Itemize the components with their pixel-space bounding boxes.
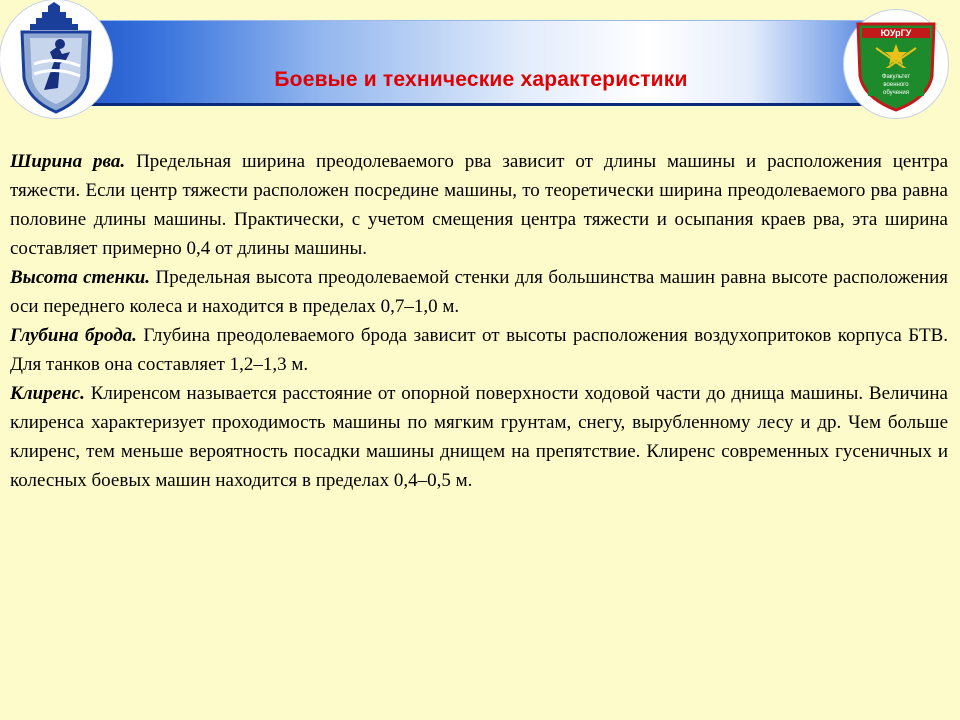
svg-text:обучения: обучения <box>882 90 910 96</box>
svg-text:военного: военного <box>883 82 909 88</box>
paragraph-text: Глубина преодолеваемого брода зависит от высоты расположения воздухопритоков корпуса БТВ. Для танков она составляет 1,2–1,3 м. <box>10 325 948 375</box>
left-emblem <box>0 0 112 118</box>
paragraph-text: Предельная ширина преодолеваемого рва зависит от длины машины и расположения центра тяжести. Если центр тяжести расположен посредине машины, то теоретически ширина преодолеваемого рва равна половине длины машины. Практически, с учетом смещения центра тяжести и осыпания краев рва, эта ширина составляет примерно 0,4 от длины машины. <box>10 151 949 259</box>
term-label: Глубина брода. <box>10 325 137 346</box>
paragraph-clearance <box>10 379 948 495</box>
paragraph-text: Предельная высота преодолеваемой стенки для большинства машин равна высоте расположения оси переднего колеса и находится в пределах 0,7–1,0 м. <box>10 267 949 317</box>
paragraph-text: Клиренсом называется расстояние от опорной поверхности ходовой части до днища машины. Величина клиренса характеризует проходимость машины по мягким грунтам, снегу, вырубленному лесу и др. Чем больше клиренс, тем меньше вероятность посадки машины днищем на препятствие. Клиренс современных гусеничных и колесных боевых машин находится в пределах 0,4–0,5 м. <box>10 383 948 491</box>
content-body <box>10 147 948 495</box>
svg-text:Факультет: Факультет <box>881 74 911 80</box>
paragraph-wall-height <box>10 263 948 321</box>
page-title: Боевые и технические характеристики <box>274 68 688 91</box>
shield-emblem-icon <box>0 0 112 118</box>
right-emblem <box>844 10 948 118</box>
paragraph-ditch-width <box>10 147 948 263</box>
header-banner <box>60 20 902 106</box>
term-label: Высота стенки. <box>10 267 151 288</box>
term-label: Клиренс. <box>10 383 85 404</box>
term-label: Ширина рва. <box>10 151 126 172</box>
paragraph-ford-depth <box>10 321 948 379</box>
military-faculty-emblem-icon <box>844 10 948 118</box>
emblem-label-top: ЮУрГУ <box>880 28 912 38</box>
